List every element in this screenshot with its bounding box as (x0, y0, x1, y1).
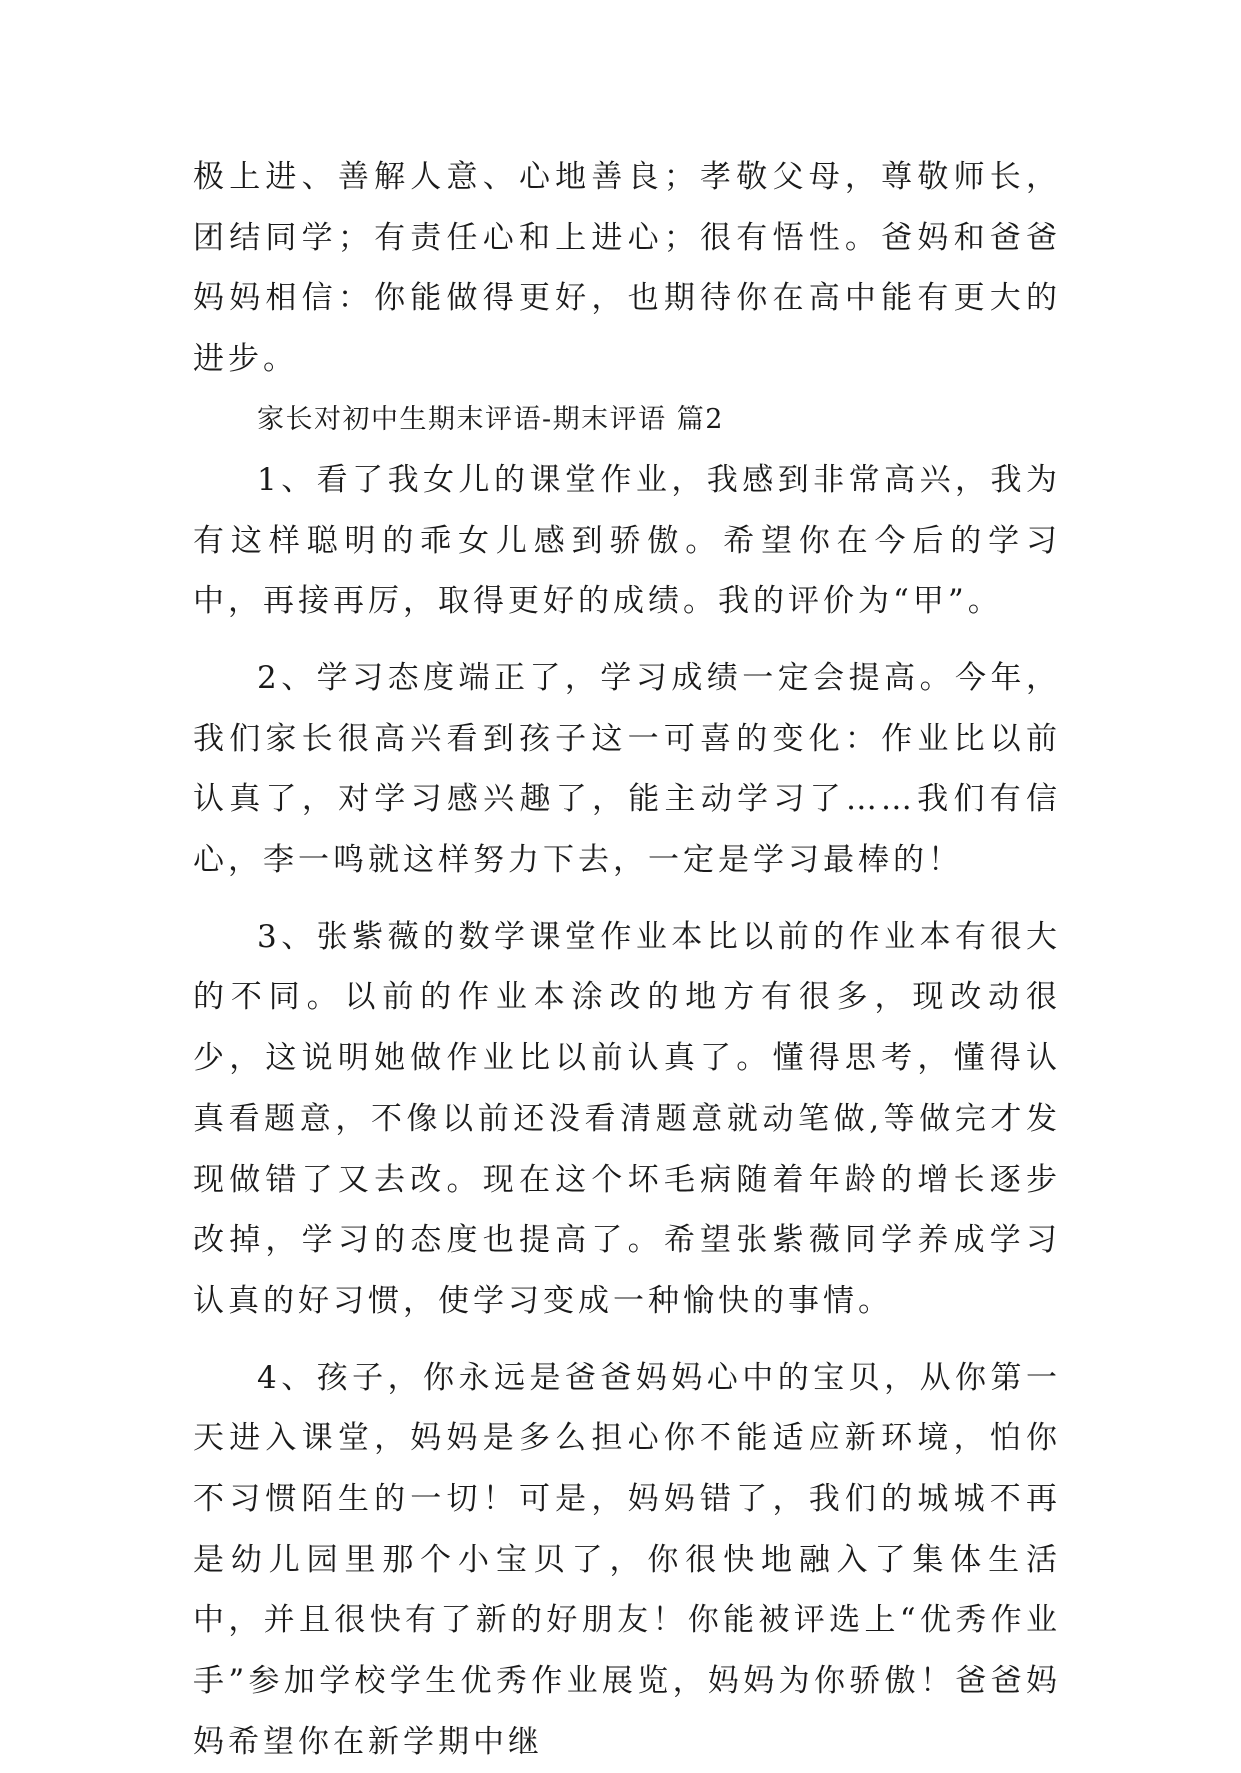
comment-item-4: 4、孩子，你永远是爸爸妈妈心中的宝贝，从你第一天进入课堂，妈妈是多么担心你不能适应新环境，怕你不习惯陌生的一切！可是，妈妈错了，我们的城城不再是幼儿园里那个小宝贝了，你很快地融入了集体生活中，并且很快有了新的好朋友！你能被评选上“优秀作业手”参加学校学生优秀作业展览，妈妈为你骄傲！爸爸妈妈希望你在新学期中继 (193, 1359, 1061, 1760)
opening-paragraph: 极上进、善解人意、心地善良；孝敬父母，尊敬师长，团结同学；有责任心和上进心；很有悟性。爸妈和爸爸妈妈相信：你能做得更好，也期待你在高中能有更大的进步。 (193, 159, 1061, 378)
document-body (193, 147, 1061, 1773)
section-heading: 家长对初中生期末评语-期末评语 篇2 (257, 403, 724, 435)
comment-item-2: 2、学习态度端正了，学习成绩一定会提高。今年，我们家长很高兴看到孩子这一可喜的变化：作业比以前认真了，对学习感兴趣了，能主动学习了……我们有信心，李一鸣就这样努力下去，一定是学习最棒的！ (193, 659, 1061, 879)
comment-item-3: 3、张紫薇的数学课堂作业本比以前的作业本有很大的不同。以前的作业本涂改的地方有很多，现改动很少，这说明她做作业比以前认真了。懂得思考，懂得认真看题意，不像以前还没看清题意就动笔做,等做完才发现做错了又去改。现在这个坏毛病随着年龄的增长逐步改掉，学习的态度也提高了。希望张紫薇同学养成学习认真的好习惯，使学习变成一种愉快的事情。 (193, 918, 1061, 1319)
comment-item-1: 1、看了我女儿的课堂作业，我感到非常高兴，我为有这样聪明的乖女儿感到骄傲。希望你在今后的学习中，再接再厉，取得更好的成绩。我的评价为“甲”。 (193, 461, 1061, 620)
